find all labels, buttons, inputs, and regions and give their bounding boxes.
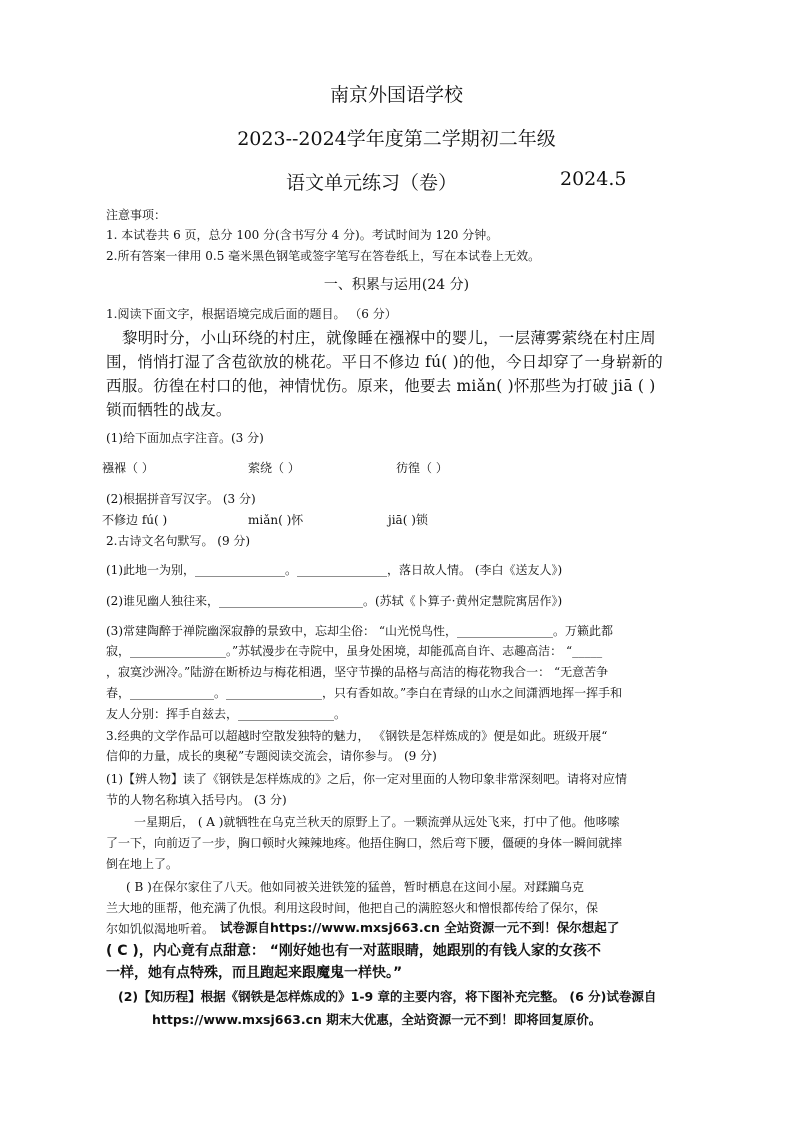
q1-sub2-item: miǎn( )怀 — [248, 513, 304, 527]
notes-heading: 注意事项： — [106, 208, 167, 222]
exam-date: 2024.5 — [560, 168, 627, 190]
q1-passage-line: 黎明时分，小山环绕的村庄，就像睡在襁褓中的婴儿，一层薄雾萦绕在村庄周 — [122, 329, 656, 347]
q2-line-2: (2)谁见幽人独往来，________________________。(苏轼《卜算子·黄州定慧院寓居作》) — [106, 594, 563, 608]
q2-line-3: (3)常建陶醉于禅院幽深寂静的景致中，忘却尘俗： “山光悦鸟性，________________。万籁此都 — [106, 624, 613, 638]
q1-sub1: (1)给下面加点字注音。(3 分) — [106, 431, 264, 445]
q3-paragraph-c: 一样，她有点特殊，而且跑起来跟魔鬼一样快。” — [106, 965, 403, 981]
q3-paragraph-c: ( C )，内心竟有点甜意： “刚好她也有一对蓝眼睛，她跟别的有钱人家的女孩不 — [106, 943, 601, 959]
q3-paragraph-b: ( B )在保尔家住了八天。他如同被关进铁笼的猛兽，暂时栖息在这间小屋。对蹂躏乌克 — [126, 880, 584, 894]
notes-item-2: 2.所有答案一律用 0.5 毫米黑色钢笔或签字笔写在答卷纸上，写在本试卷上无效。 — [106, 249, 541, 263]
q3-paragraph-a: 一星期后， ( A )就牺牲在乌克兰秋天的原野上了。一颗流弹从远处飞来，打中了他。他哆嗦 — [134, 815, 620, 829]
q1-sub2: (2)根据拼音写汉字。 (3 分) — [106, 492, 256, 506]
q3-paragraph-b: 尔如饥似渴地听着。 — [106, 922, 215, 936]
q1-sub1-item: 襁褓（ ） — [102, 461, 154, 475]
q3-stem: 信仰的力量，成长的奥秘”专题阅读交流会，请你参与。 (9 分) — [106, 749, 437, 763]
q2-line-1: (1)此地一为别，_______________。_______________，落日故人情。 (李白《送友人》) — [106, 563, 563, 577]
notes-item-1: 1. 本试卷共 6 页，总分 100 分(含书写分 4 分)。考试时间为 120 分钟。 — [106, 228, 499, 242]
q3-stem: 3.经典的文学作品可以超越时空散发独特的魅力， 《钢铁是怎样炼成的》便是如此。班级开展“ — [106, 729, 608, 743]
q1-passage-line: 西服。彷徨在村口的他，神情忧伤。原来，他要去 miǎn( )怀那些为打破 jiā ( ) — [106, 377, 656, 395]
q2-line-3: 春，______________。________________，只有香如故。”李白在青绿的山水之间潇洒地挥一挥手和 — [106, 686, 623, 700]
q1-passage-line: 锁而牺牲的战友。 — [106, 401, 232, 419]
q1-sub2-item: jiā( )锁 — [388, 513, 428, 527]
term-title: 2023--2024学年度第二学期初二年级 — [237, 128, 556, 150]
q2-line-3: 友人分别：挥手自兹去，________________。 — [106, 707, 347, 721]
footer-banner: https://www.mxsj663.cn 期末大优惠，全站资源一元不到！即将回复原价。 — [152, 1012, 602, 1027]
school-name: 南京外国语学校 — [329, 84, 463, 106]
q2-line-3: ，寂寞沙洲冷。”陆游在断桥边与梅花相遇，坚守节操的品格与高洁的梅花物我合一： “无意苦争 — [106, 665, 609, 679]
q3-paragraph-a: 了一下，向前迈了一步，胸口顿时火辣辣地疼。他捂住胸口，然后弯下腰，僵硬的身体一瞬间就摔 — [106, 836, 623, 850]
q1-stem: 1.阅读下面文字，根据语境完成后面的题目。 （6 分） — [106, 307, 397, 321]
q1-passage-line: 围，悄悄打湿了含苞欲放的桃花。平日不修边 fú( )的他，今日却穿了一身崭新的 — [106, 353, 663, 371]
q3-sub1: 节的人物名称填入括号内。 (3 分) — [106, 793, 287, 807]
q3-paragraph-a: 倒在地上了。 — [106, 857, 179, 871]
q1-sub1-item: 彷徨（ ） — [396, 461, 448, 475]
q3-sub1: (1)【辨人物】读了《钢铁是怎样炼成的》之后，你一定对里面的人物印象非常深刻吧。请将对应情 — [106, 772, 628, 786]
q3-paragraph-b: 兰大地的匪帮，他充满了仇恨。利用这段时间，他把自己的满腔怒火和憎恨都传给了保尔，保 — [106, 901, 599, 915]
q2-stem: 2.古诗文名句默写。 (9 分) — [106, 534, 251, 548]
exam-title: 语文单元练习（卷） — [286, 172, 458, 194]
q1-sub2-item: 不修边 fú( ) — [102, 513, 168, 527]
q3-paragraph-b-watermark: 试卷源自https://www.mxsj663.cn 全站资源一元不到！保尔想起了 — [220, 920, 620, 935]
q1-sub1-item: 萦绕（ ） — [248, 461, 300, 475]
section-title: 一、积累与运用(24 分) — [323, 277, 470, 293]
q3-sub2: (2)【知历程】根据《钢铁是怎样炼成的》1-9 章的主要内容，将下图补充完整。 (6 分)试卷源自 — [118, 989, 657, 1004]
q2-line-3: 寂，________________。”苏轼漫步在寺院中，虽身处困境，却能孤高自许、志趣高洁： “_____ — [106, 644, 603, 658]
